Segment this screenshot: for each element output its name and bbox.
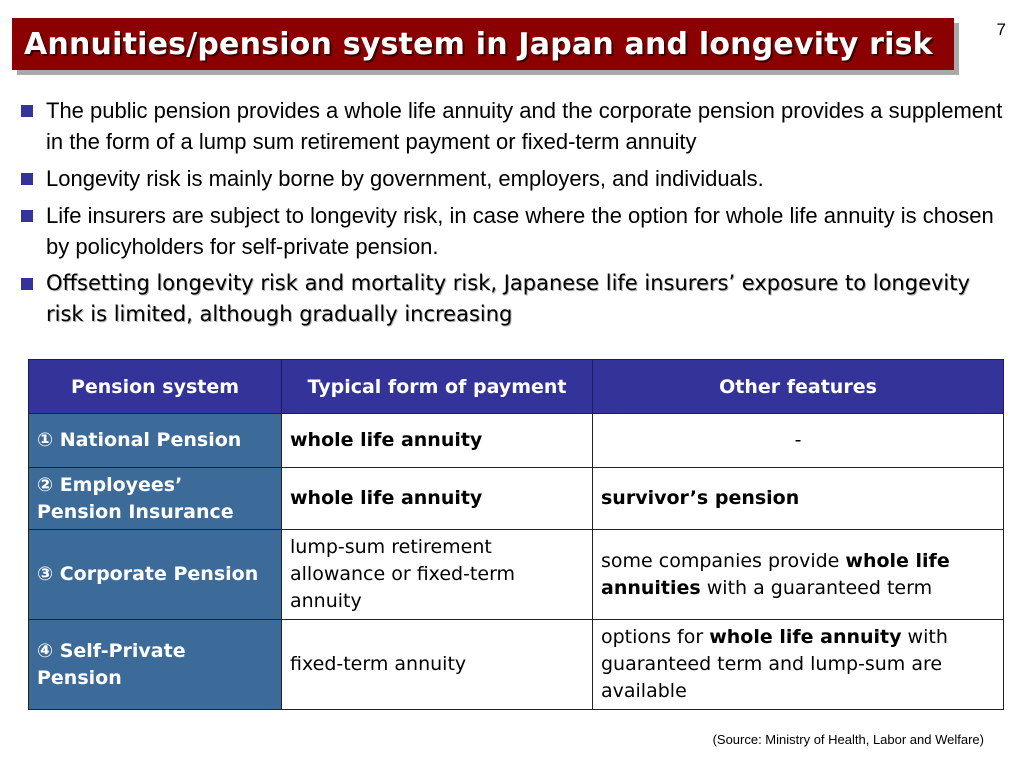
bullet-item [18, 163, 1008, 194]
bullet-text: Longevity risk is mainly borne by government, employers, and individuals. [46, 166, 764, 191]
page-number: 7 [996, 20, 1006, 39]
bullet-list [18, 95, 1008, 336]
features-cell [593, 530, 1004, 620]
square-bullet-icon [21, 105, 33, 117]
bullet-item-emphasized [18, 268, 1008, 330]
features-text: with guaranteed term and lump-sum are available [601, 626, 948, 702]
bullet-text: Life insurers are subject to longevity risk, in case where the option for whole life annuity is chosen by policyholders for self-private pension. [46, 203, 994, 259]
square-bullet-icon [21, 173, 33, 185]
square-bullet-icon [21, 278, 33, 290]
system-cell: ② Employees’ Pension Insurance [29, 468, 282, 530]
payment-cell: fixed-term annuity [282, 620, 593, 710]
system-cell: ④ Self-Private Pension [29, 620, 282, 710]
bullet-text: Offsetting longevity risk and mortality risk, Japanese life insurers’ exposure to longevity risk is limited, although gradually increasing [46, 271, 970, 326]
bullet-item [18, 200, 1008, 262]
source-note: (Source: Ministry of Health, Labor and Welfare) [712, 732, 984, 747]
pension-table [28, 359, 1004, 710]
title-bar [12, 18, 954, 70]
features-bold-text: whole life annuity [709, 626, 902, 648]
slide-title: Annuities/pension system in Japan and longevity risk [24, 26, 933, 62]
payment-cell: whole life annuity [282, 414, 593, 468]
bullet-item [18, 95, 1008, 157]
header-payment-form: Typical form of payment [282, 360, 593, 414]
table-row [29, 414, 1004, 468]
table-row [29, 620, 1004, 710]
square-bullet-icon [21, 210, 33, 222]
bullet-text: The public pension provides a whole life annuity and the corporate pension provides a supplement in the form of a lump sum retirement payment or fixed-term annuity [46, 98, 1003, 154]
table-row [29, 468, 1004, 530]
header-other-features: Other features [593, 360, 1004, 414]
payment-cell: whole life annuity [282, 468, 593, 530]
payment-cell: lump-sum retirement allowance or fixed-term annuity [282, 530, 593, 620]
features-bold-text: whole life annuities [601, 549, 950, 599]
features-text: options for [601, 626, 710, 648]
system-cell: ① National Pension [29, 414, 282, 468]
features-cell: survivor’s pension [593, 468, 1004, 530]
table-row [29, 530, 1004, 620]
features-cell: - [593, 414, 1004, 468]
features-text: some companies provide [601, 549, 846, 572]
table-header-row [29, 360, 1004, 414]
header-pension-system: Pension system [29, 360, 282, 414]
features-text: with a guaranteed term [700, 576, 933, 599]
features-cell [593, 620, 1004, 710]
system-cell: ③ Corporate Pension [29, 530, 282, 620]
